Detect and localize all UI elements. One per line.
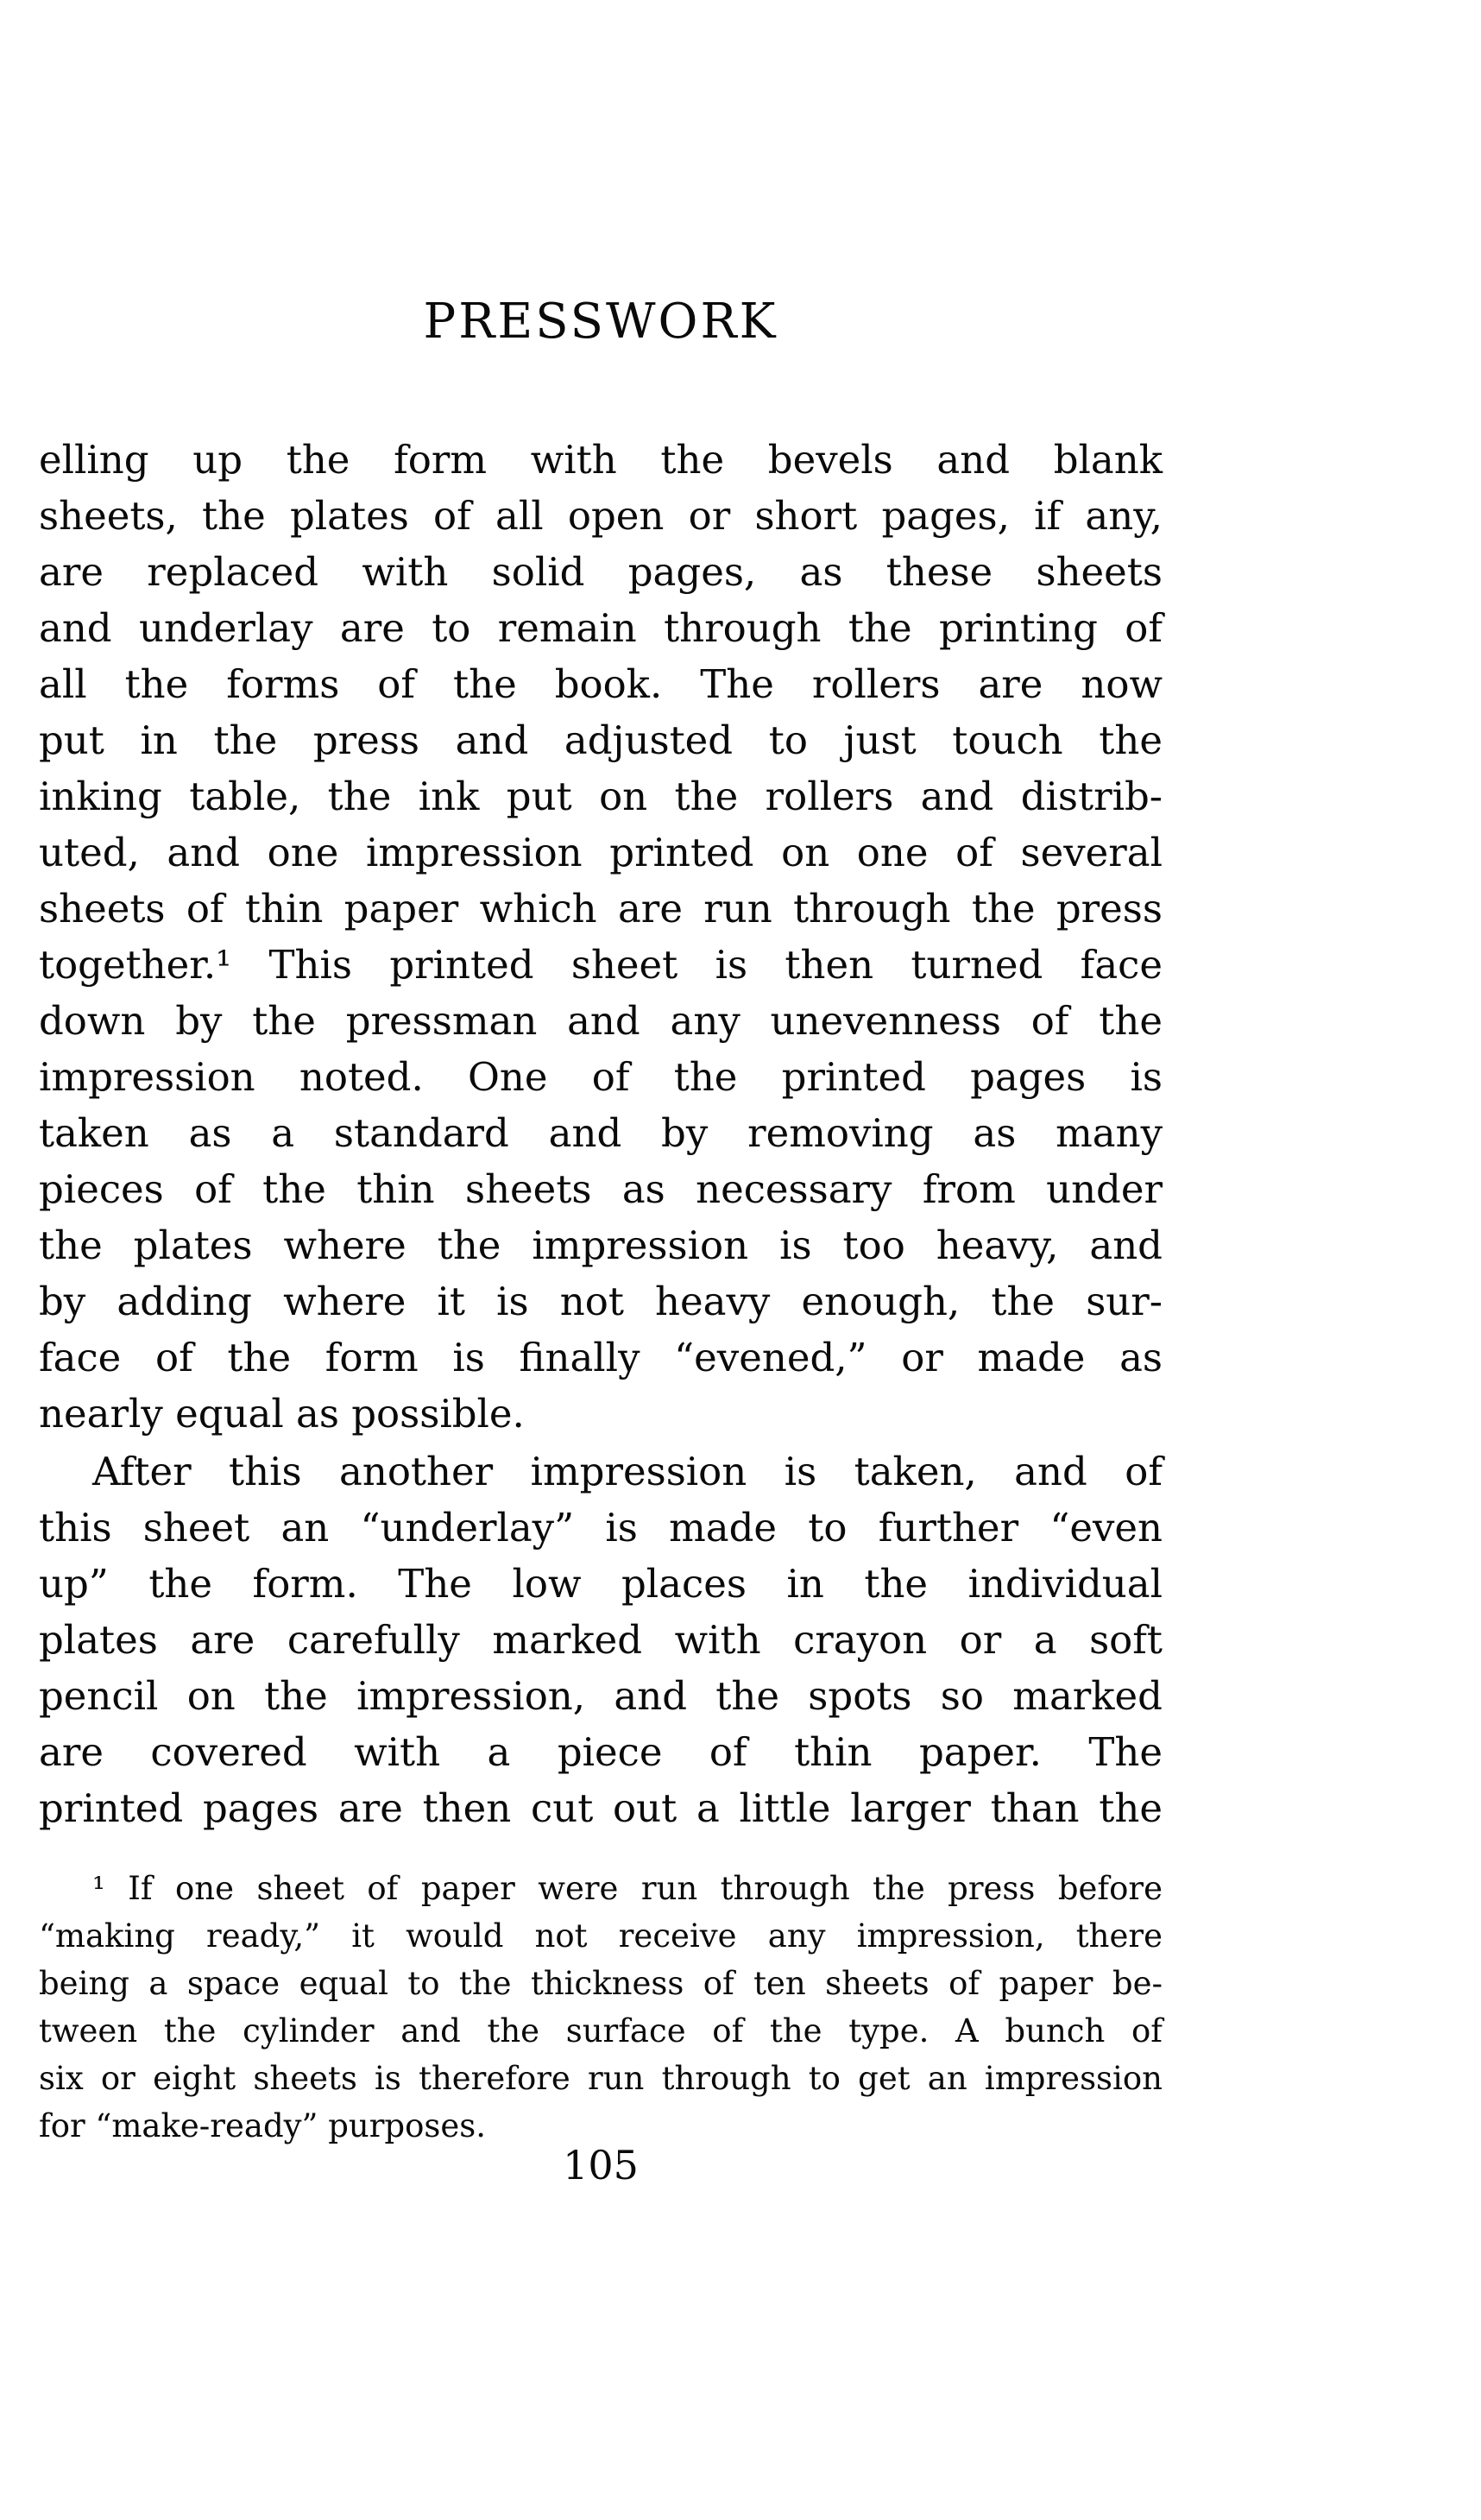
footnote-line: “making ready,” it would not receive any impression, there: [39, 1917, 1163, 1955]
body-text-line: put in the press and adjusted to just touch the: [39, 717, 1163, 763]
body-text-line: impression noted. One of the printed pages is: [39, 1054, 1163, 1100]
footnote-line: for “make-ready” purposes.: [39, 2107, 486, 2144]
body-text-line: the plates where the impression is too heavy, and: [39, 1222, 1163, 1268]
body-text-line: sheets of thin paper which are run through the press: [39, 886, 1163, 932]
body-text-line: together.¹ This printed sheet is then turned face: [39, 942, 1163, 988]
paragraph-1: [39, 432, 1163, 1442]
body-text-line: elling up the form with the bevels and blank: [39, 437, 1163, 483]
body-text-line: are covered with a piece of thin paper. The: [39, 1729, 1163, 1775]
body-text-line: pieces of the thin sheets as necessary from under: [39, 1166, 1163, 1212]
footnote-line: ¹ If one sheet of paper were run through the press before: [92, 1870, 1163, 1907]
page-number: 105: [563, 2142, 639, 2188]
body-text-line: plates are carefully marked with crayon or a soft: [39, 1617, 1163, 1663]
footnote-line: tween the cylinder and the surface of the type. A bunch of: [39, 2012, 1163, 2049]
body-text-line: by adding where it is not heavy enough, the sur-: [39, 1279, 1163, 1324]
body-text-line: and underlay are to remain through the printing of: [39, 605, 1163, 651]
body-text-line: up” the form. The low places in the individual: [39, 1561, 1163, 1607]
body-text-line: this sheet an “underlay” is made to further “even: [39, 1505, 1163, 1551]
body-text-line: all the forms of the book. The rollers are now: [39, 661, 1163, 707]
body-text-line: nearly equal as possible.: [39, 1391, 525, 1437]
body-text-line: are replaced with solid pages, as these sheets: [39, 549, 1163, 595]
footnote-line: six or eight sheets is therefore run through to get an impression: [39, 2060, 1163, 2097]
body-text-line: pencil on the impression, and the spots so marked: [39, 1673, 1163, 1719]
body-text-line: uted, and one impression printed on one of several: [39, 830, 1163, 875]
body-text-line: taken as a standard and by removing as many: [39, 1110, 1163, 1156]
footnote-line: being a space equal to the thickness of ten sheets of paper be-: [39, 1965, 1163, 2002]
body-text-line: down by the pressman and any unevenness of the: [39, 998, 1163, 1044]
body-text-line: sheets, the plates of all open or short pages, if any,: [39, 493, 1163, 539]
body-text-line: After this another impression is taken, and of: [92, 1449, 1163, 1494]
chapter-title: PRESSWORK: [423, 294, 778, 350]
footnote: [39, 1865, 1163, 2150]
body-text-line: face of the form is finally “evened,” or made as: [39, 1335, 1163, 1380]
body-text-line: inking table, the ink put on the rollers and distrib-: [39, 774, 1163, 819]
paragraph-2: [39, 1443, 1163, 1836]
body-text-line: printed pages are then cut out a little larger than the: [39, 1785, 1163, 1831]
